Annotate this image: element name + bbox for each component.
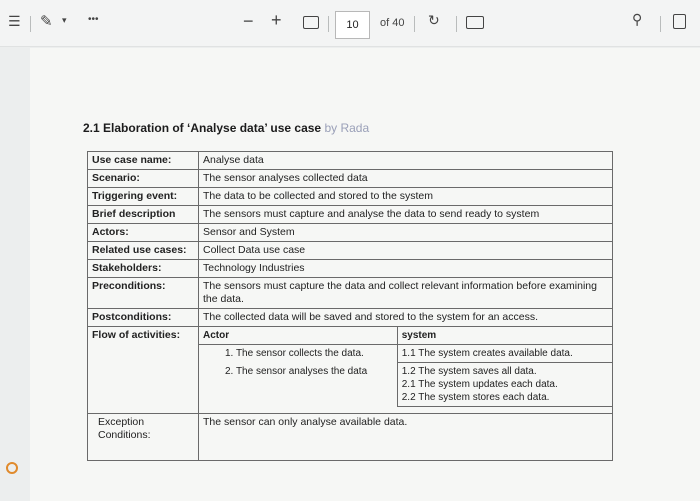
section-heading — [83, 121, 369, 135]
system-step: 2.2 The system stores each data. — [401, 392, 550, 403]
row-label: Scenario: — [88, 170, 199, 188]
flow-table — [199, 327, 612, 407]
draw-icon[interactable]: ✎ — [40, 13, 53, 30]
row-value: The sensors must capture and analyse the data to send ready to system — [199, 206, 613, 224]
row-label: Flow of activities: — [88, 327, 199, 414]
fit-page-icon[interactable] — [303, 16, 319, 29]
two-page-view-icon[interactable] — [466, 16, 484, 29]
row-label: Brief description — [88, 206, 199, 224]
search-icon[interactable]: ⚲ — [632, 11, 643, 27]
table-row — [88, 188, 613, 206]
actor-step: 1. The sensor collects the data. — [225, 348, 364, 359]
row-label: Postconditions: — [88, 309, 199, 327]
table-row — [88, 224, 613, 242]
row-value: The sensor analyses collected data — [199, 170, 613, 188]
use-case-table — [87, 151, 613, 461]
flow-row — [88, 327, 613, 414]
table-row — [88, 260, 613, 278]
system-step: 1.1 The system creates available data. — [397, 345, 612, 363]
zoom-out-button[interactable]: − — [243, 11, 254, 31]
row-value: The data to be collected and stored to the system — [199, 188, 613, 206]
actor-header: Actor — [199, 327, 397, 345]
divider — [660, 16, 661, 32]
contents-icon[interactable]: ☰ — [8, 13, 21, 29]
save-icon[interactable] — [673, 14, 686, 29]
table-row — [88, 309, 613, 327]
row-value: Collect Data use case — [199, 242, 613, 260]
row-value: Analyse data — [199, 152, 613, 170]
row-label: Related use cases: — [88, 242, 199, 260]
system-step: 2.1 The system updates each data. — [401, 379, 558, 390]
more-options-button[interactable]: ••• — [88, 14, 99, 25]
row-value: The collected data will be saved and stored to the system for an access. — [199, 309, 613, 327]
row-label: Use case name: — [88, 152, 199, 170]
system-header: system — [397, 327, 612, 345]
chevron-down-icon[interactable]: ▾ — [62, 15, 67, 25]
heading-author: by Rada — [324, 121, 370, 135]
rotate-icon[interactable]: ↻ — [428, 12, 440, 28]
table-row — [88, 152, 613, 170]
table-row — [88, 206, 613, 224]
table-row — [88, 170, 613, 188]
divider — [414, 16, 415, 32]
table-row — [88, 242, 613, 260]
pdf-toolbar — [0, 0, 700, 47]
row-label: Actors: — [88, 224, 199, 242]
divider — [456, 16, 457, 32]
divider — [328, 16, 329, 32]
page-number-input[interactable]: 10 — [335, 11, 370, 39]
row-value: Sensor and System — [199, 224, 613, 242]
system-step: 1.2 The system saves all data. — [401, 366, 537, 377]
row-label: Exception Conditions: — [88, 414, 199, 461]
zoom-in-button[interactable]: + — [271, 10, 282, 30]
row-label: Preconditions: — [88, 278, 199, 309]
flow-cell — [199, 327, 613, 414]
actor-step: 2. The sensor analyses the data — [225, 365, 368, 377]
system-steps — [397, 363, 612, 407]
row-value: The sensors must capture the data and collect relevant information before examining the data. — [199, 278, 613, 309]
row-label: Stakeholders: — [88, 260, 199, 278]
table-row — [88, 278, 613, 309]
row-value: The sensor can only analyse available data. — [199, 414, 613, 461]
row-value: Technology Industries — [199, 260, 613, 278]
status-circle-icon — [6, 462, 18, 474]
heading-text: 2.1 Elaboration of ‘Analyse data’ use case — [83, 121, 322, 135]
page-total: of 40 — [380, 17, 405, 29]
divider — [30, 16, 31, 32]
exception-row — [88, 414, 613, 461]
row-label: Triggering event: — [88, 188, 199, 206]
